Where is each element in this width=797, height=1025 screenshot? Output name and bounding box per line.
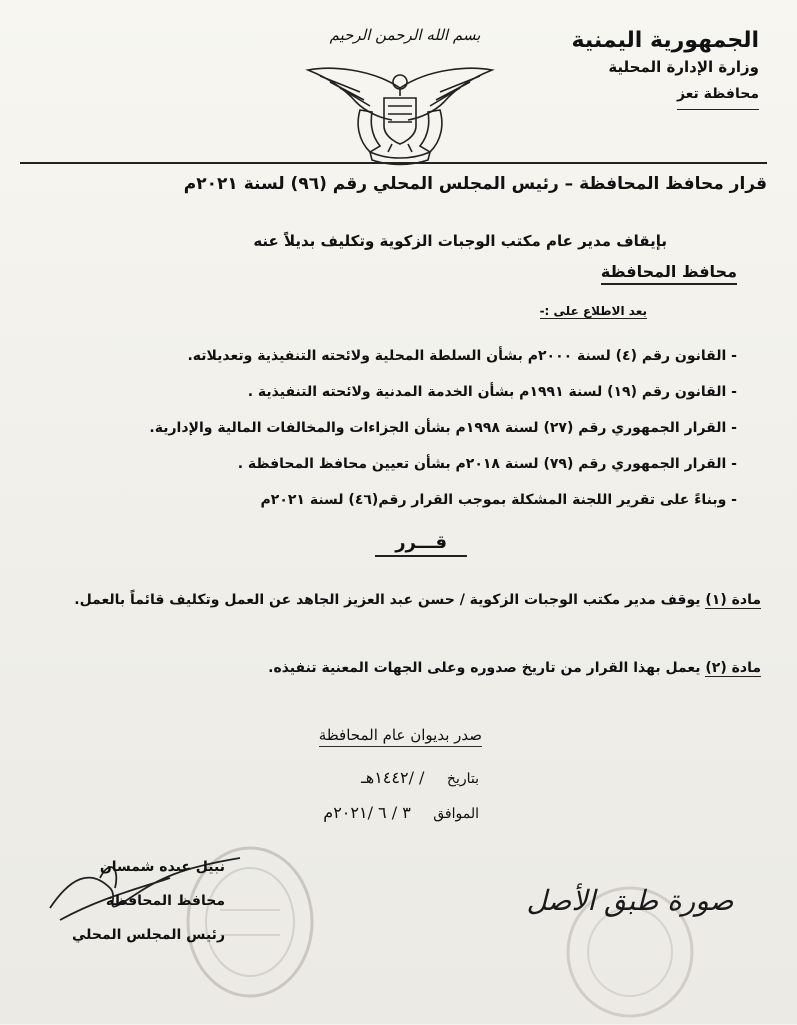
signer-block xyxy=(72,850,225,952)
clause-item: - القانون رقم (١٩) لسنة ١٩٩١م بشأن الخدمة المدنية ولائحته التنفيذية . xyxy=(247,384,737,400)
signer-title: رئيس المجلس المحلي xyxy=(71,927,225,943)
article-1-label: مادة (١) xyxy=(705,592,761,608)
basmala: بسم الله الرحمن الرحيم xyxy=(329,26,481,44)
clause-item: - القرار الجمهوري رقم (٢٧) لسنة ١٩٩٨م بشأن الجزاءات والمخالفات المالية والإدارية. xyxy=(149,420,737,436)
decree-subject: بإيقاف مدير عام مكتب الوجبات الزكوية وتكليف بديلاً عنه xyxy=(253,232,667,250)
ministry-name: وزارة الإدارة المحلية xyxy=(608,58,759,76)
article-2-label: مادة (٢) xyxy=(705,660,761,676)
country-name: الجمهورية اليمنية xyxy=(571,28,759,53)
clause-item: - القرار الجمهوري رقم (٧٩) لسنة ٢٠١٨م بشأن تعيين محافظ المحافظة . xyxy=(237,456,737,472)
after-review-label: بعد الاطلاع على :- xyxy=(539,304,647,318)
issuer-heading: محافظ المحافظة xyxy=(601,262,737,285)
signer-name: نبيل عبده شمسان xyxy=(99,859,225,875)
eagle-emblem-icon xyxy=(300,48,500,166)
article-1-text: يوقف مدير مكتب الوجبات الزكوية / حسن عبد العزيز الجاهد عن العمل وتكليف قائماً بالعمل. xyxy=(74,592,706,608)
header-divider xyxy=(20,162,767,164)
issued-at: صدر بديوان عام المحافظة xyxy=(319,726,482,747)
decree-title: قرار محافظ المحافظة – رئيس المجلس المحلي رقم (٩٦) لسنة ٢٠٢١م xyxy=(183,174,767,194)
hijri-date-value: / /١٤٤٢هـ xyxy=(361,768,425,787)
clause-item: - وبناءً على تقرير اللجنة المشكلة بموجب القرار رقم(٤٦) لسنة ٢٠٢١م xyxy=(260,492,737,508)
gregorian-date-value: ٣ / ٦ /٢٠٢١م xyxy=(323,803,411,822)
certified-copy-note: صورة طبق الأصل xyxy=(526,884,734,917)
governorate-name: محافظة تعز xyxy=(677,81,759,110)
article-1 xyxy=(31,584,761,616)
hijri-date xyxy=(361,768,479,787)
signer-title: محافظ المحافظة xyxy=(105,893,225,909)
article-2-text: يعمل بهذا القرار من تاريخ صدوره وعلى الجهات المعنية تنفيذه. xyxy=(268,660,706,676)
clause-item: - القانون رقم (٤) لسنة ٢٠٠٠م بشأن السلطة المحلية ولائحته التنفيذية وتعديلاته. xyxy=(187,348,737,364)
gregorian-date-label: الموافق xyxy=(433,806,479,822)
article-2 xyxy=(31,660,761,676)
hijri-date-label: بتاريخ xyxy=(446,771,479,787)
letterhead xyxy=(529,28,759,110)
decided-heading: قـــرر xyxy=(375,532,467,557)
preamble-clauses xyxy=(57,338,737,518)
gregorian-date xyxy=(323,803,479,822)
